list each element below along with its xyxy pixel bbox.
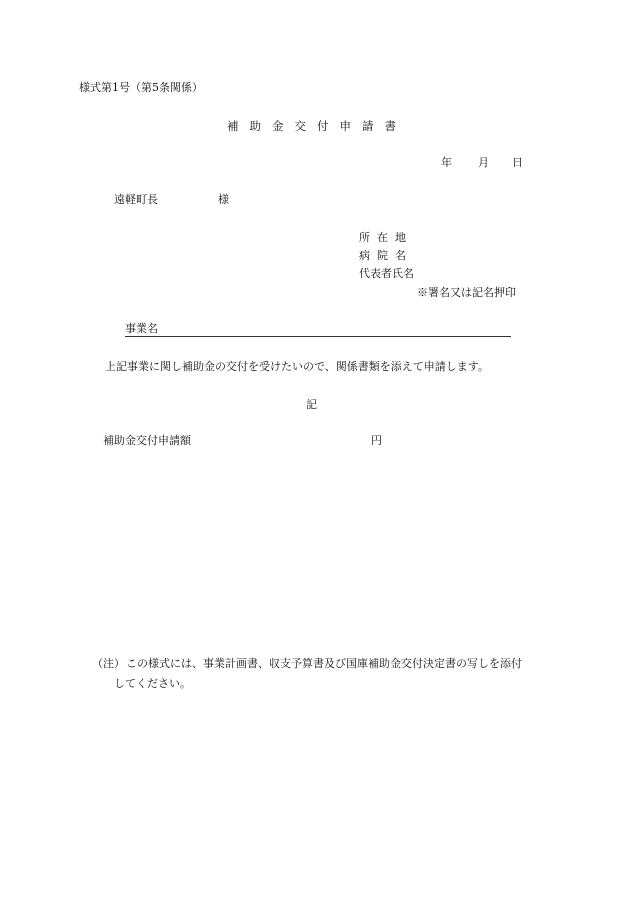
- addressee-honorific: 様: [218, 193, 229, 206]
- form-number: 様式第1号（第5条関係）: [79, 81, 203, 94]
- project-name-underline: [125, 336, 511, 337]
- ki-heading: 記: [306, 398, 317, 411]
- note-mark: （注）: [92, 657, 125, 670]
- date-year: 年: [441, 156, 452, 169]
- note-line-1: この様式には、事業計画書、収支予算書及び国庫補助金交付決定書の写しを添付: [126, 657, 522, 670]
- document-title: 補助金交付申請書: [227, 119, 407, 133]
- applicant-address-label: 所在地: [359, 231, 413, 244]
- applicant-hospital-label: 病院名: [359, 249, 413, 262]
- application-statement: 上記事業に関し補助金の交付を受けたいので、関係書類を添えて申請します。: [105, 360, 489, 373]
- amount-unit: 円: [371, 434, 382, 447]
- amount-label: 補助金交付申請額: [103, 434, 191, 447]
- date-month: 月: [478, 156, 489, 169]
- note-line-2: してください。: [114, 677, 191, 690]
- applicant-representative-label: 代表者氏名: [359, 267, 414, 280]
- addressee-name: 遠軽町長: [114, 193, 158, 206]
- project-name-label: 事業名: [125, 322, 158, 335]
- seal-note: ※署名又は記名押印: [417, 286, 516, 299]
- date-day: 日: [512, 156, 523, 169]
